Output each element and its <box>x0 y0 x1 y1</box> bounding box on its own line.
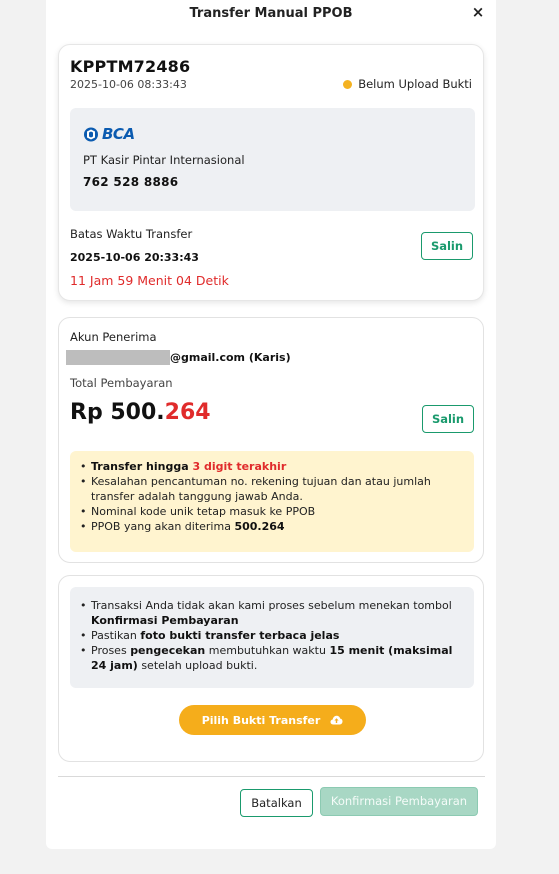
choose-proof-button[interactable] <box>179 705 366 735</box>
bca-logo-text: BCA <box>102 125 135 143</box>
note-item: • Kesalahan pencantuman no. rekening tujuan dan atau jumlah transfer adalah tanggung jawab Anda. <box>80 474 464 504</box>
total-label: Total Pembayaran <box>70 376 173 390</box>
payment-card <box>58 317 484 563</box>
upload-notes <box>70 587 474 688</box>
choose-proof-label: Pilih Bukti Transfer <box>201 713 321 727</box>
total-amount-unique-code: 264 <box>164 400 211 425</box>
receiver-label: Akun Penerima <box>70 330 157 344</box>
copy-amount-button[interactable]: Salin <box>422 405 474 433</box>
close-button[interactable]: × <box>471 3 485 21</box>
upload-card <box>58 575 484 762</box>
countdown-timer: 11 Jam 59 Menit 04 Detik <box>70 273 229 288</box>
confirm-payment-button[interactable]: Konfirmasi Pembayaran <box>320 787 478 816</box>
total-amount-prefix: Rp 500. <box>70 400 165 425</box>
note-item: • Pastikan foto bukti transfer terbaca jelas <box>80 628 464 643</box>
receiver-row <box>66 350 291 365</box>
cloud-upload-icon <box>330 715 343 725</box>
note-item: • Nominal kode unik tetap masuk ke PPOB <box>80 504 464 519</box>
deadline-date: 2025-10-06 20:33:43 <box>70 251 199 264</box>
status-text: Belum Upload Bukti <box>358 77 472 91</box>
account-holder: PT Kasir Pintar Internasional <box>83 153 245 167</box>
bca-bank-logo <box>83 125 135 143</box>
copy-account-button[interactable]: Salin <box>421 232 473 260</box>
order-card <box>58 44 484 301</box>
deadline-label: Batas Waktu Transfer <box>70 227 193 241</box>
status-badge <box>343 77 472 91</box>
transfer-notes <box>70 451 474 552</box>
modal-title: Transfer Manual PPOB <box>189 6 353 21</box>
status-dot-icon <box>343 80 352 89</box>
note-item: • Proses pengecekan membutuhkan waktu 15 menit (maksimal 24 jam) setelah upload bukti. <box>80 643 464 673</box>
order-id: KPPTM72486 <box>70 57 191 76</box>
transfer-modal <box>46 0 496 849</box>
note-item: • Transaksi Anda tidak akan kami proses sebelum menekan tombol Konfirmasi Pembayaran <box>80 598 464 628</box>
cancel-button[interactable]: Batalkan <box>240 789 313 817</box>
receiver-email: @gmail.com (Karis) <box>170 351 291 364</box>
note-item: • PPOB yang akan diterima 500.264 <box>80 519 464 534</box>
note-item: • Transfer hingga 3 digit terakhir <box>80 459 464 474</box>
order-date: 2025-10-06 08:33:43 <box>70 78 187 91</box>
redacted-email-block <box>66 350 170 365</box>
total-amount <box>70 400 211 425</box>
bca-logo-icon <box>83 127 99 142</box>
footer-divider <box>58 776 485 777</box>
account-number: 762 528 8886 <box>83 175 179 189</box>
